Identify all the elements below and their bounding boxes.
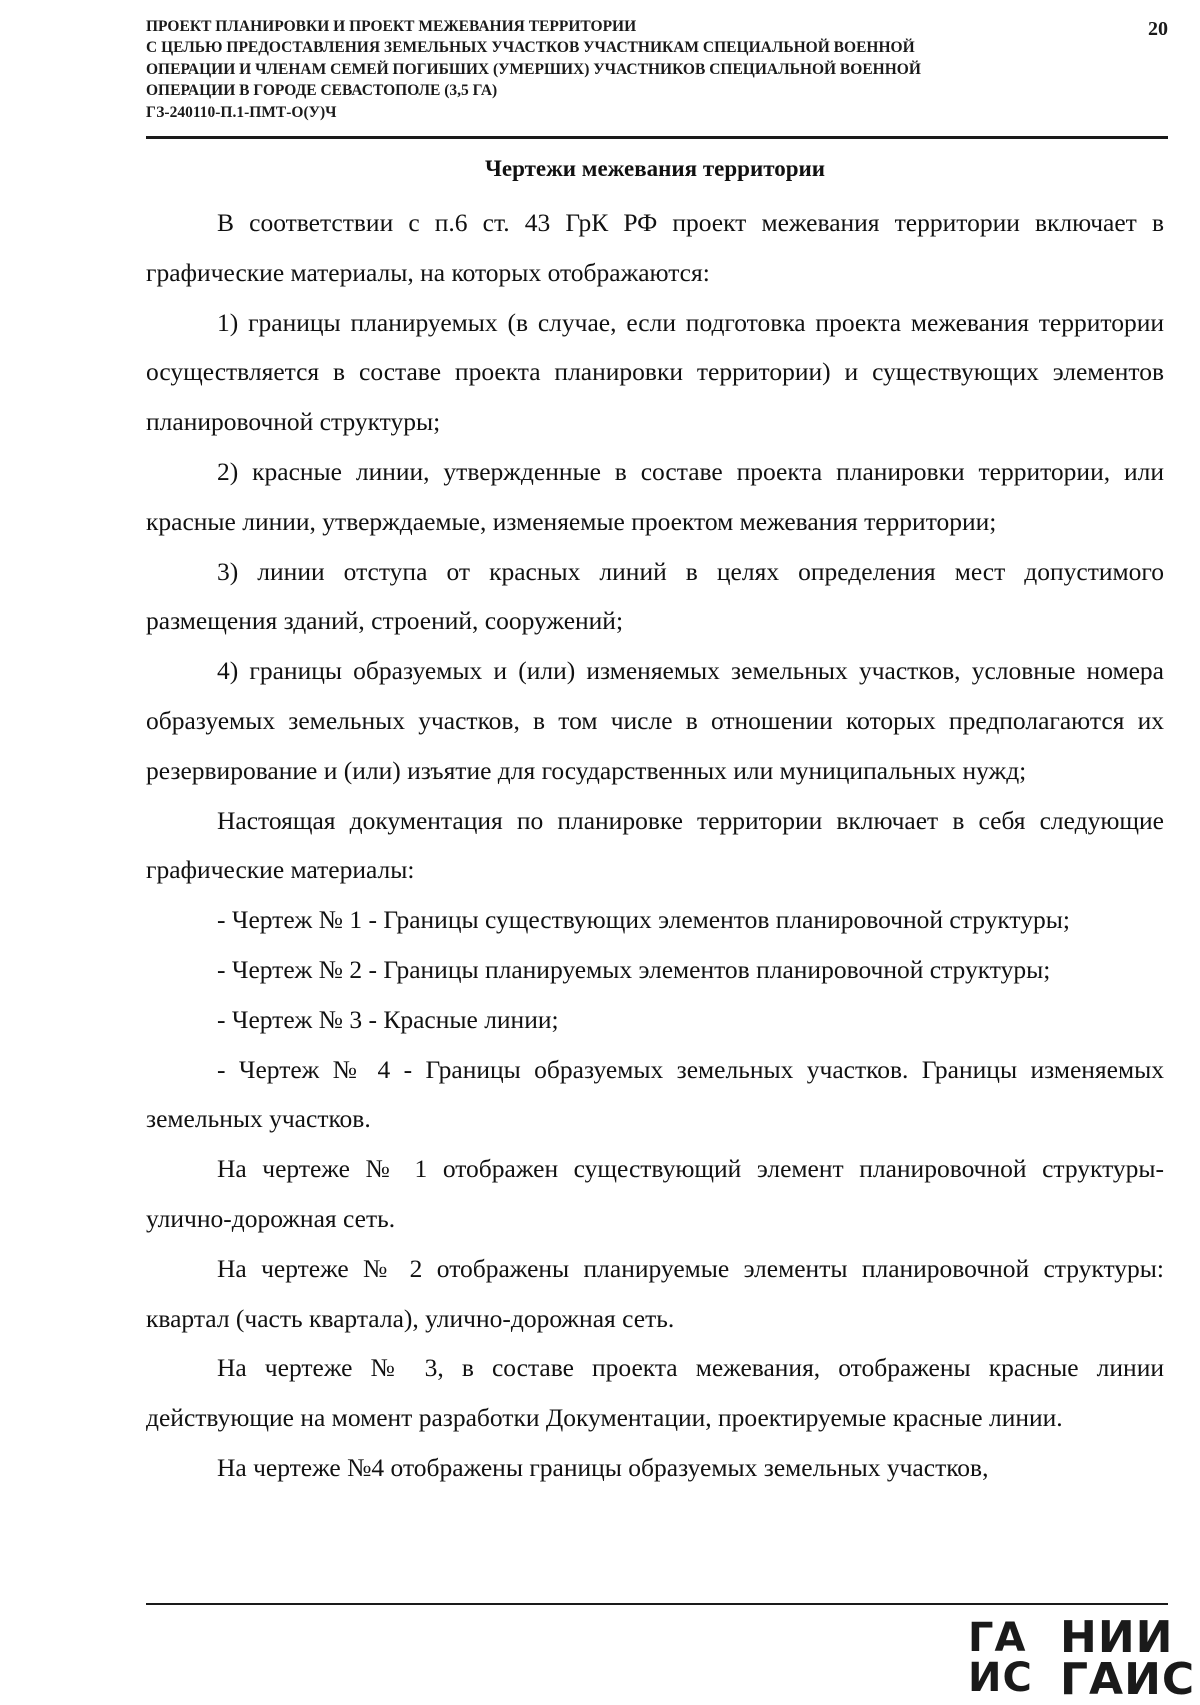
paragraph: На чертеже № 1 отображен существующий элемент планировочной структуры- улично-дорожная сеть.	[146, 1154, 1164, 1233]
header-line-3: ОПЕРАЦИИ И ЧЛЕНАМ СЕМЕЙ ПОГИБШИХ (УМЕРШИХ) УЧАСТНИКОВ СПЕЦИАЛЬНОЙ ВОЕННОЙ	[146, 60, 921, 78]
section-title: Чертежи межевания территории	[485, 156, 825, 181]
list-item: - Чертеж № 3 - Красные линии;	[217, 1004, 559, 1034]
page-number: 20	[1148, 18, 1168, 40]
list-item: - Чертеж № 1 - Границы существующих элементов планировочной структуры;	[217, 905, 1070, 935]
paragraph: Настоящая документация по планировке территории включает в себя следующие графические материалы:	[146, 805, 1164, 885]
logo-mark-top: ГА	[968, 1615, 1027, 1661]
list-item: - Чертеж № 2 - Границы планируемых элементов планировочной структуры;	[217, 954, 1051, 984]
paragraph: 1) границы планируемых (в случае, если подготовка проекта межевания территории осуществляется в составе проекта планировки территории) и существующих элементов планировочной структуры;	[146, 307, 1164, 437]
logo-text-bottom: ГАИС	[1060, 1654, 1196, 1705]
paragraph: На чертеже № 2 отображены планируемые элементы планировочной структуры: квартал (часть квартала), улично-дорожная сеть.	[146, 1253, 1164, 1333]
document-header	[146, 16, 1106, 123]
header-divider	[146, 136, 1168, 139]
paragraph: 2) красные линии, утвержденные в составе проекта планировки территории, или красные линии, утверждаемые, изменяемые проектом межевания территории;	[146, 456, 1164, 536]
list-item: - Чертеж № 4 - Границы образуемых земельных участков. Границы изменяемых земельных участков.	[146, 1054, 1164, 1134]
paragraph: На чертеже № 3, в составе проекта межевания, отображены красные линии действующие на момент разработки Документации, проектируемые красные линии.	[146, 1353, 1164, 1433]
header-line-2: С ЦЕЛЬЮ ПРЕДОСТАВЛЕНИЯ ЗЕМЕЛЬНЫХ УЧАСТКОВ УЧАСТНИКАМ СПЕЦИАЛЬНОЙ ВОЕННОЙ	[146, 39, 915, 57]
logo-text-top: НИИ	[1060, 1612, 1174, 1663]
paragraph: 4) границы образуемых и (или) изменяемых земельных участков, условные номера образуемых земельных участков, в том числе в отношении которых предполагаются их резервирование и (или) изъятие для государственных или муниципальных нужд;	[146, 656, 1164, 785]
paragraph: В соответствии с п.6 ст. 43 ГрК РФ проект межевания территории включает в графические материалы, на которых отображаются:	[146, 208, 1164, 287]
header-line-1: ПРОЕКТ ПЛАНИРОВКИ И ПРОЕКТ МЕЖЕВАНИЯ ТЕРРИТОРИИ	[146, 18, 637, 35]
paragraph: На чертеже №4 отображены границы образуемых земельных участков,	[217, 1452, 989, 1482]
footer-divider	[146, 1603, 1168, 1605]
header-line-4: ОПЕРАЦИИ В ГОРОДЕ СЕВАСТОПОЛЕ (3,5 ГА)	[146, 82, 498, 100]
company-logo	[948, 1612, 1196, 1705]
paragraph: 3) линии отступа от красных линий в целях определения мест допустимого размещения зданий, строений, сооружений;	[146, 556, 1164, 636]
document-code: ГЗ-240110-П.1-ПМТ-О(У)Ч	[146, 103, 337, 121]
logo-mark-bottom: ИС	[968, 1655, 1033, 1701]
body-text	[146, 198, 1164, 1493]
